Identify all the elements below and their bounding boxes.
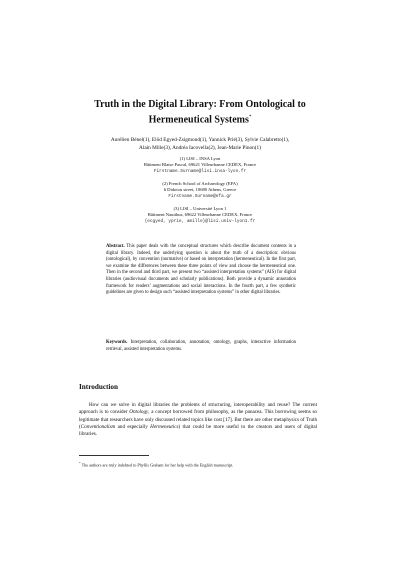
affiliation-3-email: {ecgyed, yprie, amille}@lisi.univ-lyon1.fr (144, 219, 256, 225)
affiliation-2-email: Firstname.Surname@efa.gr (168, 194, 232, 200)
intro-emphasis-hermeneutics: Hermeneutics (150, 423, 179, 430)
section-heading-introduction: Introduction (79, 383, 119, 391)
keywords-label: Keywords. (106, 340, 128, 345)
keywords (106, 340, 296, 353)
footnote-divider (79, 455, 149, 456)
introduction-paragraph (79, 402, 317, 438)
affiliation-3-address: Bâtiment Nautibus, 69622 Villeurbanne CEDEX, France (147, 212, 253, 218)
affiliation-1-label: (1) LISI – INSA Lyon (179, 156, 221, 161)
intro-text-1: How can we solve in digital libraries the problems of structuring, interoperability and reuse? The current approach is to consider (79, 402, 317, 416)
title-footnote-mark: * (248, 115, 252, 120)
intro-text-4: ) that could be more useful to the creators and users of digital libraries. (79, 423, 317, 438)
affiliation-2-label: (2) French School of Archaeology (EFA) (162, 181, 238, 186)
affiliation-3-label: (3) LISI – Université Lyon 1 (173, 206, 227, 211)
affiliation-3 (100, 206, 300, 226)
title-line-1: Truth in the Digital Library: From Ontological to (94, 99, 306, 110)
authors-line-2: Alain Mille(3), Andréa Iacovella(2), Jean-Marie Pinon(1) (139, 145, 261, 151)
abstract-text: This paper deals with the conceptual structures which describe document contents in a digital library. Indeed, the underlying question is about the truth of a description: obvious (ontological), by convention (normative) or based on interpretation (hermeneutical). In the first part, we examine the differences between these three points of view and choose the hermeneutical one. Then in the second and third part, we present two “assisted interpretation systems” (AIS) for digital libraries (audiovisual documents and scholarly publications). Both provide a dynamic annotation framework for readers’ augmentations and social interactions. In the fourth part, a few synthetic guidelines are given to design such “assisted interpretation systems” in other digital libraries. (106, 244, 296, 296)
intro-text-2: , a concept borrowed from philosophy, as the panacea. This borrowing seems so legitimate that researchers have only discussed related topics like cost [17]. But there are other metaphysics of Truth ( (79, 409, 317, 430)
intro-text-3: and especially (115, 423, 151, 430)
affiliation-1-email: Firstname.Surname@lisi.insa-lyon.fr (153, 169, 247, 175)
abstract-label: Abstract. (106, 244, 125, 249)
affiliation-2-address: 6 Didotou street, 10680 Athens, Greece (163, 187, 237, 193)
footnote (79, 460, 317, 468)
abstract (106, 244, 296, 297)
author-list (90, 136, 310, 152)
intro-emphasis-ontology: Ontology (129, 409, 149, 416)
authors-line-1: Aurélien Bénel(1), Elöd Egyed-Zsigmond(1), Yannick Prié(3), Sylvie Calabretto(1), (110, 137, 290, 143)
paper-title (60, 98, 340, 126)
footnote-mark: * (79, 461, 81, 465)
affiliation-2 (100, 181, 300, 201)
footnote-text: The authors are truly indebted to Phyllis Graham for her help with the English manuscript. (80, 462, 234, 468)
affiliation-1-address: Bâtiment Blaise Pascal, 69621 Villeurbanne CEDEX, France (143, 162, 257, 168)
title-line-2: Hermeneutical Systems (148, 114, 249, 126)
intro-emphasis-conventionalism: Conventionalism (80, 423, 116, 430)
affiliation-1 (100, 156, 300, 176)
keywords-text: Interpretation, collaboration, annotation, ontology, graphs, interactive information retrieval, assisted interpretation systems. (106, 340, 297, 352)
